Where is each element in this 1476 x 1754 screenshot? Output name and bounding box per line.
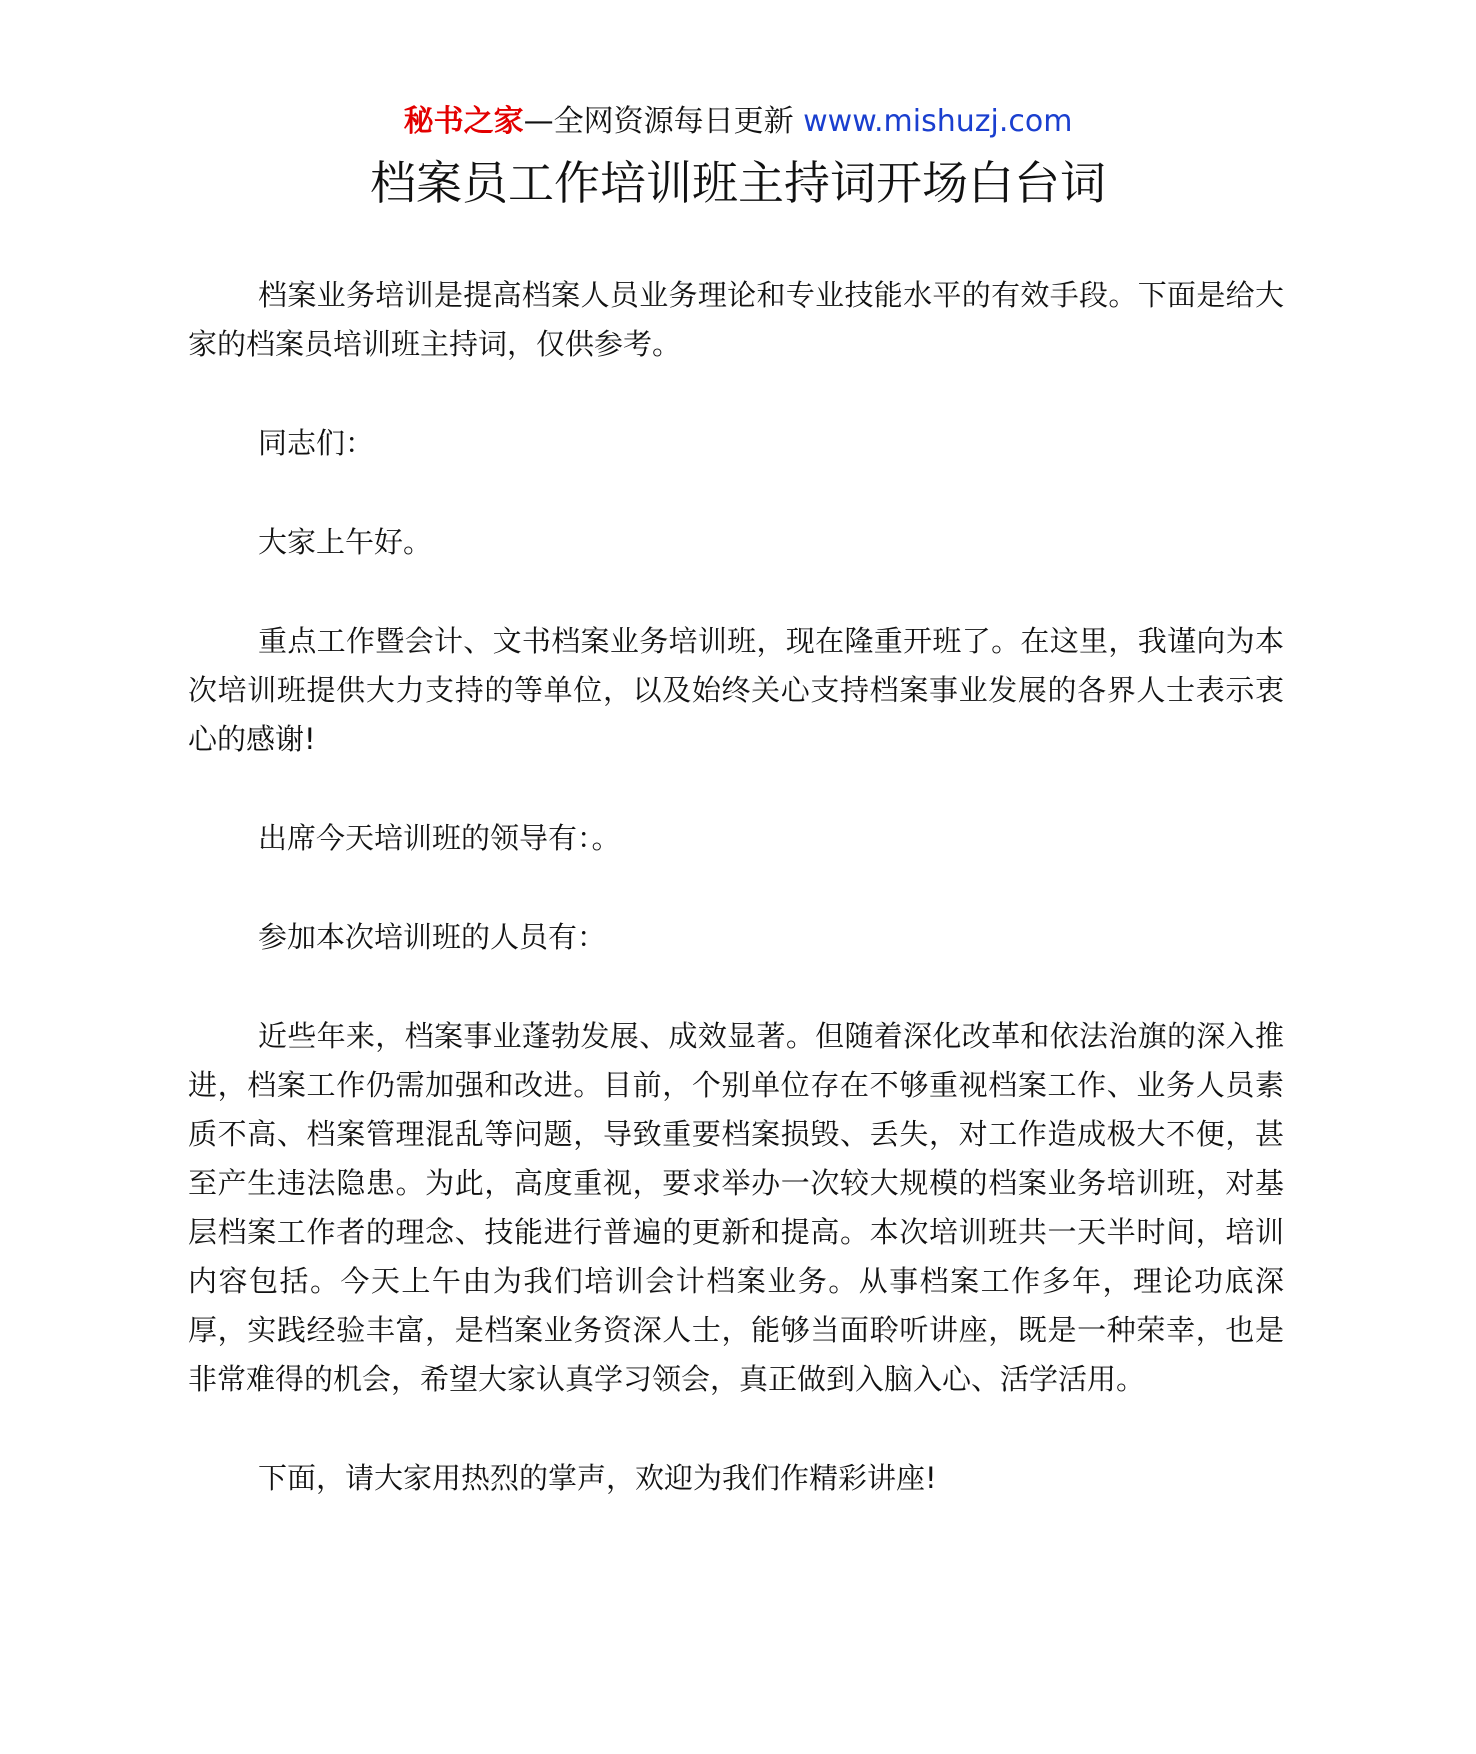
paragraph-leaders: 出席今天培训班的领导有：。	[258, 821, 621, 855]
paragraph-opening: 重点工作暨会计、文书档案业务培训班，现在隆重开班了。在这里，我谨向为本次培训班提供大力支持的等单位，以及始终关心支持档案事业发展的各界人士表示衷心的感谢!	[188, 624, 1284, 756]
paragraph-intro: 档案业务培训是提高档案人员业务理论和专业技能水平的有效手段。下面是给大家的档案员培训班主持词，仅供参考。	[188, 278, 1284, 361]
document-body	[188, 271, 1284, 1503]
paragraph-greeting: 大家上午好。	[258, 525, 433, 559]
site-tagline: —全网资源每日更新	[523, 104, 804, 139]
document-title: 档案员工作培训班主持词开场白台词	[370, 156, 1106, 210]
paragraph-background: 近些年来，档案事业蓬勃发展、成效显著。但随着深化改革和依法治旗的深入推进，档案工作仍需加强和改进。目前，个别单位存在不够重视档案工作、业务人员素质不高、档案管理混乱等问题，导致重要档案损毁、丢失，对工作造成极大不便，甚至产生违法隐患。为此，高度重视，要求举办一次较大规模的档案业务培训班，对基层档案工作者的理念、技能进行普遍的更新和提高。本次培训班共一天半时间，培训内容包括。今天上午由为我们培训会计档案业务。从事档案工作多年，理论功底深厚，实践经验丰富，是档案业务资深人士，能够当面聆听讲座，既是一种荣幸，也是非常难得的机会，希望大家认真学习领会，真正做到入脑入心、活学活用。	[188, 1019, 1284, 1396]
paragraph-participants: 参加本次培训班的人员有：	[258, 920, 607, 954]
site-name: 秘书之家	[403, 104, 524, 139]
site-url-link[interactable]: www.mishuzj.com	[803, 104, 1073, 139]
site-header	[0, 100, 1476, 144]
paragraph-closing: 下面，请大家用热烈的掌声，欢迎为我们作精彩讲座!	[258, 1461, 937, 1495]
paragraph-salutation: 同志们：	[258, 426, 375, 460]
